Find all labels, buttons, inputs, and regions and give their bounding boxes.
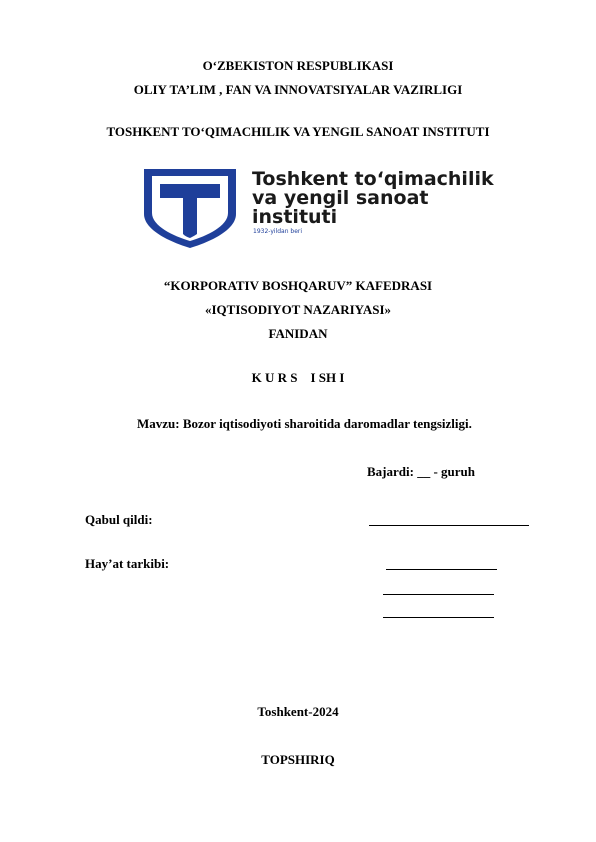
institute-name: TOSHKENT TO‘QIMACHILIK VA YENGIL SANOAT INSTITUTI — [106, 124, 490, 139]
city-year: Toshkent-2024 — [257, 704, 339, 719]
logo-text-line1: Toshkent to‘qimachilik — [252, 168, 494, 190]
subject-name: «IQTISODIYOT NAZARIYASI» — [204, 302, 392, 317]
performer-line: Bajardi: __ - guruh — [367, 464, 475, 479]
institute-logo — [140, 166, 494, 250]
logo-tagline: 1932-yildan beri — [253, 228, 303, 235]
logo-text-line3: instituti — [252, 206, 338, 228]
accepted-by-label: Qabul qildi: — [85, 512, 153, 527]
task-heading: TOPSHIRIQ — [261, 752, 335, 767]
commission-signature-line-2 — [383, 594, 494, 595]
commission-signature-line-1 — [386, 569, 497, 570]
ministry-country: O‘ZBEKISTON RESPUBLIKASI — [202, 58, 394, 73]
accepted-signature-line — [369, 525, 529, 526]
commission-signature-line-3 — [383, 617, 494, 618]
department-name: “KORPORATIV BOSHQARUV” KAFEDRASI — [163, 278, 433, 293]
document-type: K U R S I SH I — [251, 370, 345, 385]
commission-label: Hay’at tarkibi: — [85, 556, 170, 571]
shield-logo-icon — [140, 166, 240, 250]
logo-text-line2: va yengil sanoat — [252, 187, 429, 209]
topic-line: Mavzu: Bozor iqtisodiyoti sharoitida daromadlar tengsizligi. — [137, 416, 472, 431]
ministry-name: OLIY TA’LIM , FAN VA INNOVATSIYALAR VAZIRLIGI — [133, 82, 463, 97]
subject-suffix: FANIDAN — [268, 326, 328, 341]
